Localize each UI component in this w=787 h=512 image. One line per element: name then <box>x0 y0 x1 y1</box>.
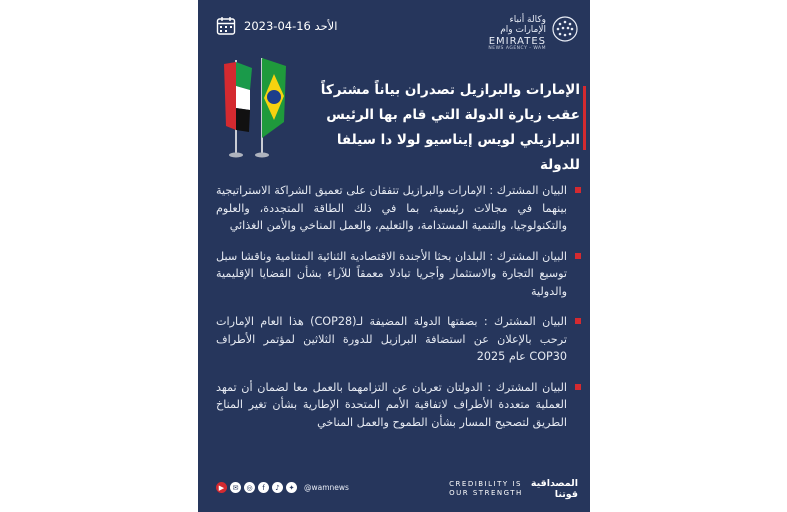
globe-logo-icon <box>552 16 578 42</box>
flags-image <box>214 52 290 160</box>
statement-item <box>216 182 581 235</box>
date-area <box>216 16 337 36</box>
statement-text: البيان المشترك : بصفتها الدولة المضيفة لـ(COP28) هذا العام الإمارات ترحب بالإعلان عن استضافة البرازيل للدورة الثلاثين لمؤتمر الأطراف COP30 عام 2025 <box>216 315 567 363</box>
tiktok-icon[interactable]: ♪ <box>272 482 283 493</box>
statement-text: البيان المشترك : الدولتان تعربان عن التزامهما بالعمل معا لضمان أن تمهد العملية متعددة الأطراف لاتفاقية الأمم المتحدة الإطارية بشأن تغير المناخ الطريق لتصحيح المسار بشأن الطموح والعمل المناخي <box>216 380 567 429</box>
slogan <box>449 478 578 500</box>
instagram-icon[interactable]: ◎ <box>244 482 255 493</box>
statement-text: البيان المشترك : الإمارات والبرازيل تتفقان على تعميق الشراكة الاستراتيجية بينهما في مجالات رئيسية، بما في ذلك الطاقة المتجددة، والعلوم والتكنولوجيا، والتنمية المستدامة، والتعليم، والعمل المناخي والأمن الغذائي <box>216 184 567 232</box>
brazil-flag-icon <box>262 58 286 138</box>
headline: الإمارات والبرازيل تصدران بياناً مشتركاً عقب زيارة الدولة التي قام بها الرئيس البرازيلي لويس إيناسيو لولا دا سيلفا للدولة <box>320 82 580 173</box>
social-bar <box>216 482 349 493</box>
slogan-arabic-line1: المصداقية <box>530 478 578 489</box>
statement-item <box>216 379 581 432</box>
slogan-english <box>449 480 523 498</box>
statement-item <box>216 248 581 301</box>
headline-accent-bar <box>583 86 586 150</box>
statement-text: البيان المشترك : البلدان بحثا الأجندة الاقتصادية الثنائية المتنامية وناقشا سبل توسيع التجارة والاستثمار وأجريا تبادلا معمقاً للآراء بشأن القضايا الإقليمية والدولية <box>216 249 567 298</box>
news-card <box>198 0 590 512</box>
wam-logo <box>478 10 578 51</box>
logo-english: EMIRATES <box>488 35 546 47</box>
bullet-marker <box>575 253 581 259</box>
calendar-icon <box>216 16 236 36</box>
logo-arabic: وكالة أنباء الإمارات وام <box>500 15 546 35</box>
logo-text <box>478 16 546 52</box>
slogan-arabic <box>531 478 578 500</box>
youtube-icon[interactable]: ▶ <box>216 482 227 493</box>
bullet-marker <box>575 187 581 193</box>
twitter-icon[interactable]: ✦ <box>286 482 297 493</box>
statement-item <box>216 313 581 366</box>
bullet-marker <box>575 384 581 390</box>
slogan-english-line2: OUR STRENGTH <box>449 489 523 497</box>
logo-subtitle: NEWS AGENCY - WAM <box>488 45 546 51</box>
bullet-marker <box>575 318 581 324</box>
slogan-arabic-line2: قوتنا <box>554 489 578 500</box>
email-icon[interactable]: ✉ <box>230 482 241 493</box>
slogan-english-line1: CREDIBILITY IS <box>449 480 522 488</box>
date-text: الأحد 16-04-2023 <box>244 19 338 33</box>
social-handle[interactable]: @wamnews <box>304 483 349 492</box>
uae-flag-icon <box>224 62 252 132</box>
statement-list <box>216 182 581 444</box>
facebook-icon[interactable]: f <box>258 482 269 493</box>
